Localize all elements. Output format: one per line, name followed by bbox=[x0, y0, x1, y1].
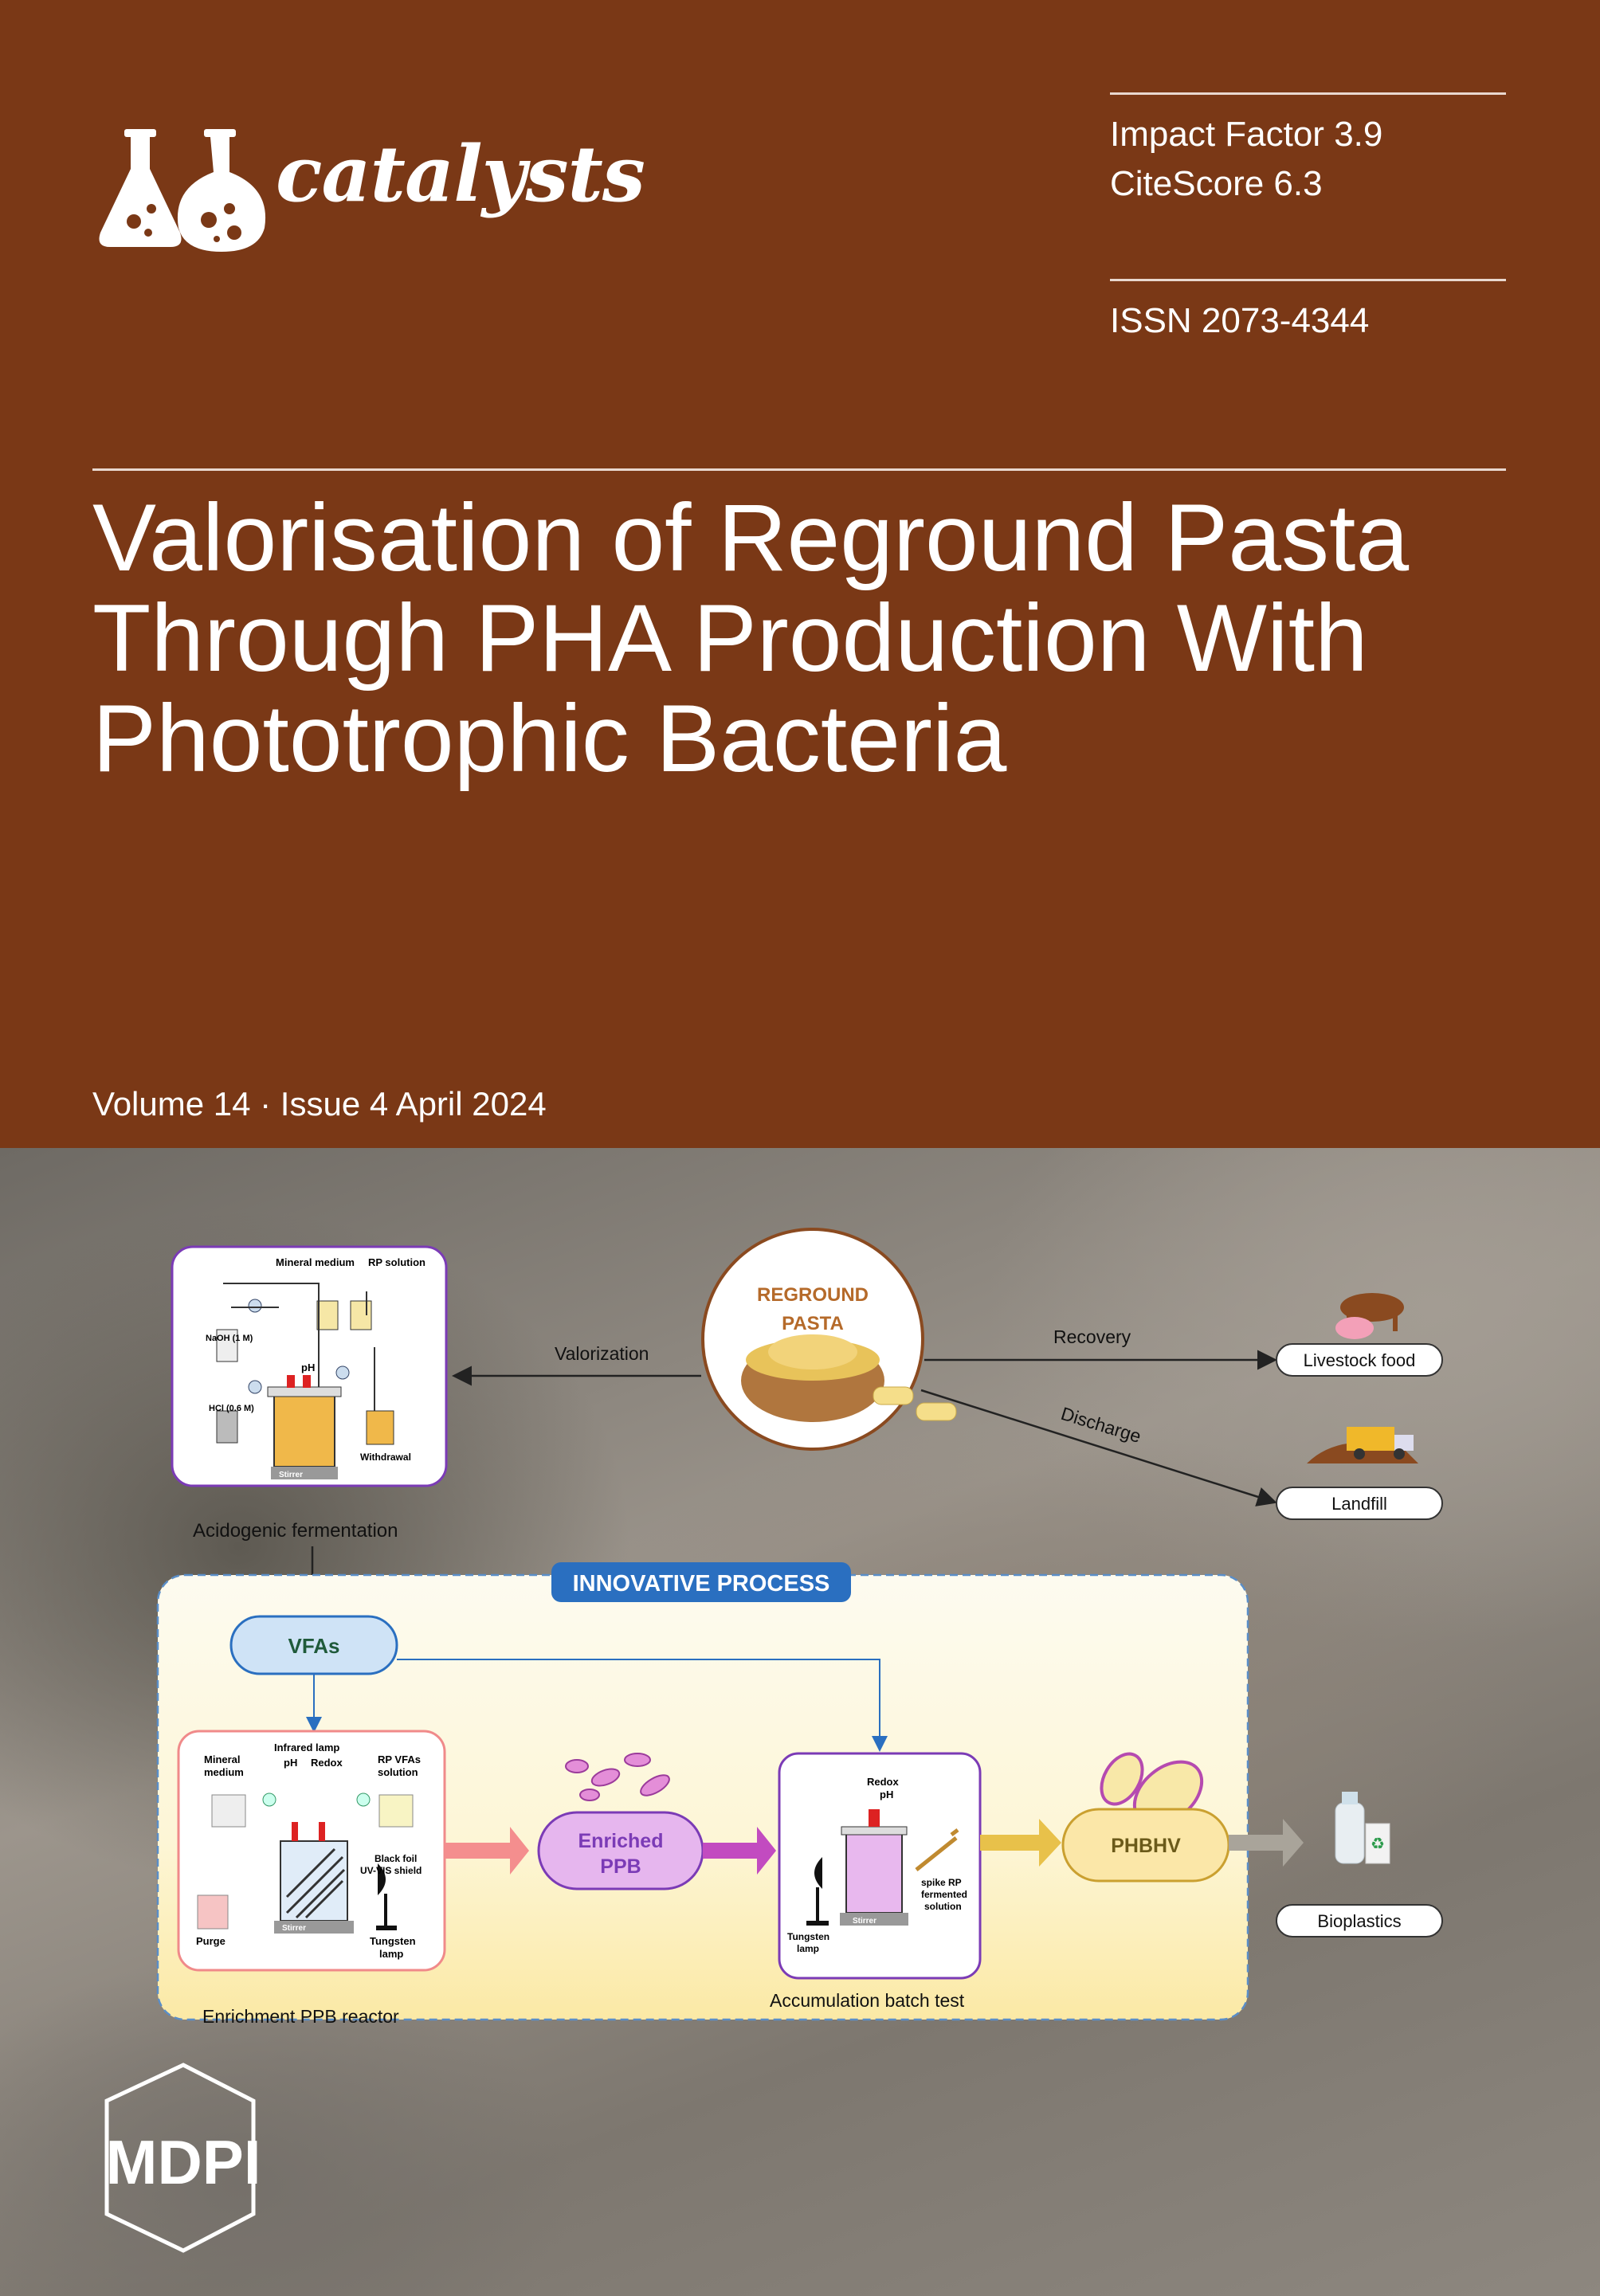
issn: ISSN 2073-4344 bbox=[1110, 301, 1370, 340]
journal-name: catalysts bbox=[276, 129, 645, 219]
divider bbox=[1110, 92, 1506, 95]
reground-pasta-node bbox=[703, 1229, 956, 1449]
divider bbox=[1110, 279, 1506, 281]
label: Infrared lamp bbox=[274, 1742, 340, 1753]
svg-text:♻: ♻ bbox=[1371, 1836, 1385, 1853]
landfill-truck-icon bbox=[1307, 1427, 1418, 1463]
livestock-icon bbox=[1335, 1293, 1404, 1339]
label: Stirrer bbox=[282, 1924, 307, 1933]
node-label: Bioplastics bbox=[1317, 1911, 1402, 1931]
label: pH bbox=[284, 1757, 298, 1769]
label: Black foil bbox=[375, 1853, 418, 1864]
figure-caption: Accumulation batch test bbox=[770, 1990, 965, 2011]
label: lamp bbox=[797, 1943, 820, 1954]
arrow-label: Recovery bbox=[1053, 1326, 1131, 1347]
flask-icon bbox=[92, 126, 276, 253]
label: Purge bbox=[196, 1935, 225, 1947]
node-label: Livestock food bbox=[1303, 1350, 1416, 1370]
label: RP VFAs bbox=[378, 1753, 421, 1765]
node-label: Landfill bbox=[1331, 1494, 1387, 1514]
graphical-abstract bbox=[0, 1148, 1600, 2296]
citescore: CiteScore 6.3 bbox=[1110, 164, 1323, 203]
node-label: PHBHV bbox=[1111, 1835, 1181, 1857]
accumulation-batch-diagram bbox=[779, 1753, 980, 1978]
label: RP solution bbox=[368, 1256, 425, 1268]
label: Tungsten bbox=[787, 1931, 830, 1942]
arrow-label: Valorization bbox=[555, 1343, 649, 1364]
label: Tungsten bbox=[370, 1935, 416, 1947]
label: Mineral bbox=[204, 1753, 241, 1765]
label: Withdrawal bbox=[360, 1452, 411, 1463]
publisher-name: MDPI bbox=[105, 2127, 261, 2197]
label: solution bbox=[378, 1766, 418, 1778]
node-label: Enriched bbox=[578, 1830, 664, 1852]
arrow-label: Discharge bbox=[1058, 1402, 1144, 1448]
label: Stirrer bbox=[279, 1471, 304, 1479]
cover-figure bbox=[0, 1148, 1600, 2296]
figure-caption: Acidogenic fermentation bbox=[193, 1520, 398, 1542]
label: lamp bbox=[379, 1948, 404, 1960]
impact-factor: Impact Factor 3.9 bbox=[1110, 115, 1383, 154]
label: NaOH (1 M) bbox=[206, 1334, 253, 1343]
label: UV-VIS shield bbox=[360, 1865, 422, 1876]
title-line: Valorisation of Reground Pasta bbox=[92, 484, 1410, 591]
label: Redox bbox=[311, 1757, 343, 1769]
article-title bbox=[92, 484, 1543, 792]
label: Mineral medium bbox=[276, 1256, 355, 1268]
label: Stirrer bbox=[853, 1917, 877, 1926]
section-title: INNOVATIVE PROCESS bbox=[572, 1571, 830, 1597]
bioplastics-bottle-icon bbox=[1335, 1792, 1390, 1863]
acidogenic-reactor-diagram bbox=[172, 1247, 446, 1486]
node-label: VFAs bbox=[288, 1634, 340, 1658]
node-label: PPB bbox=[600, 1855, 641, 1878]
title-line: Through PHA Production With bbox=[92, 585, 1368, 692]
label: solution bbox=[924, 1901, 962, 1912]
label: HCl (0.6 M) bbox=[209, 1404, 254, 1413]
label: Redox bbox=[867, 1776, 899, 1788]
label: spike RP bbox=[921, 1877, 962, 1888]
figure-caption: Enrichment PPB reactor bbox=[202, 2006, 399, 2027]
enrichment-reactor-diagram bbox=[178, 1731, 445, 1970]
label: pH bbox=[880, 1789, 894, 1800]
divider bbox=[92, 468, 1506, 471]
title-line: Phototrophic Bacteria bbox=[92, 685, 1007, 792]
volume-issue: Volume 14 · Issue 4 April 2024 bbox=[92, 1085, 547, 1123]
label: medium bbox=[204, 1766, 244, 1778]
label: fermented bbox=[921, 1889, 968, 1900]
node-label: PASTA bbox=[782, 1313, 844, 1334]
mdpi-logo bbox=[106, 2065, 261, 2251]
label: pH bbox=[301, 1362, 316, 1373]
node-label: REGROUND bbox=[756, 1284, 869, 1306]
